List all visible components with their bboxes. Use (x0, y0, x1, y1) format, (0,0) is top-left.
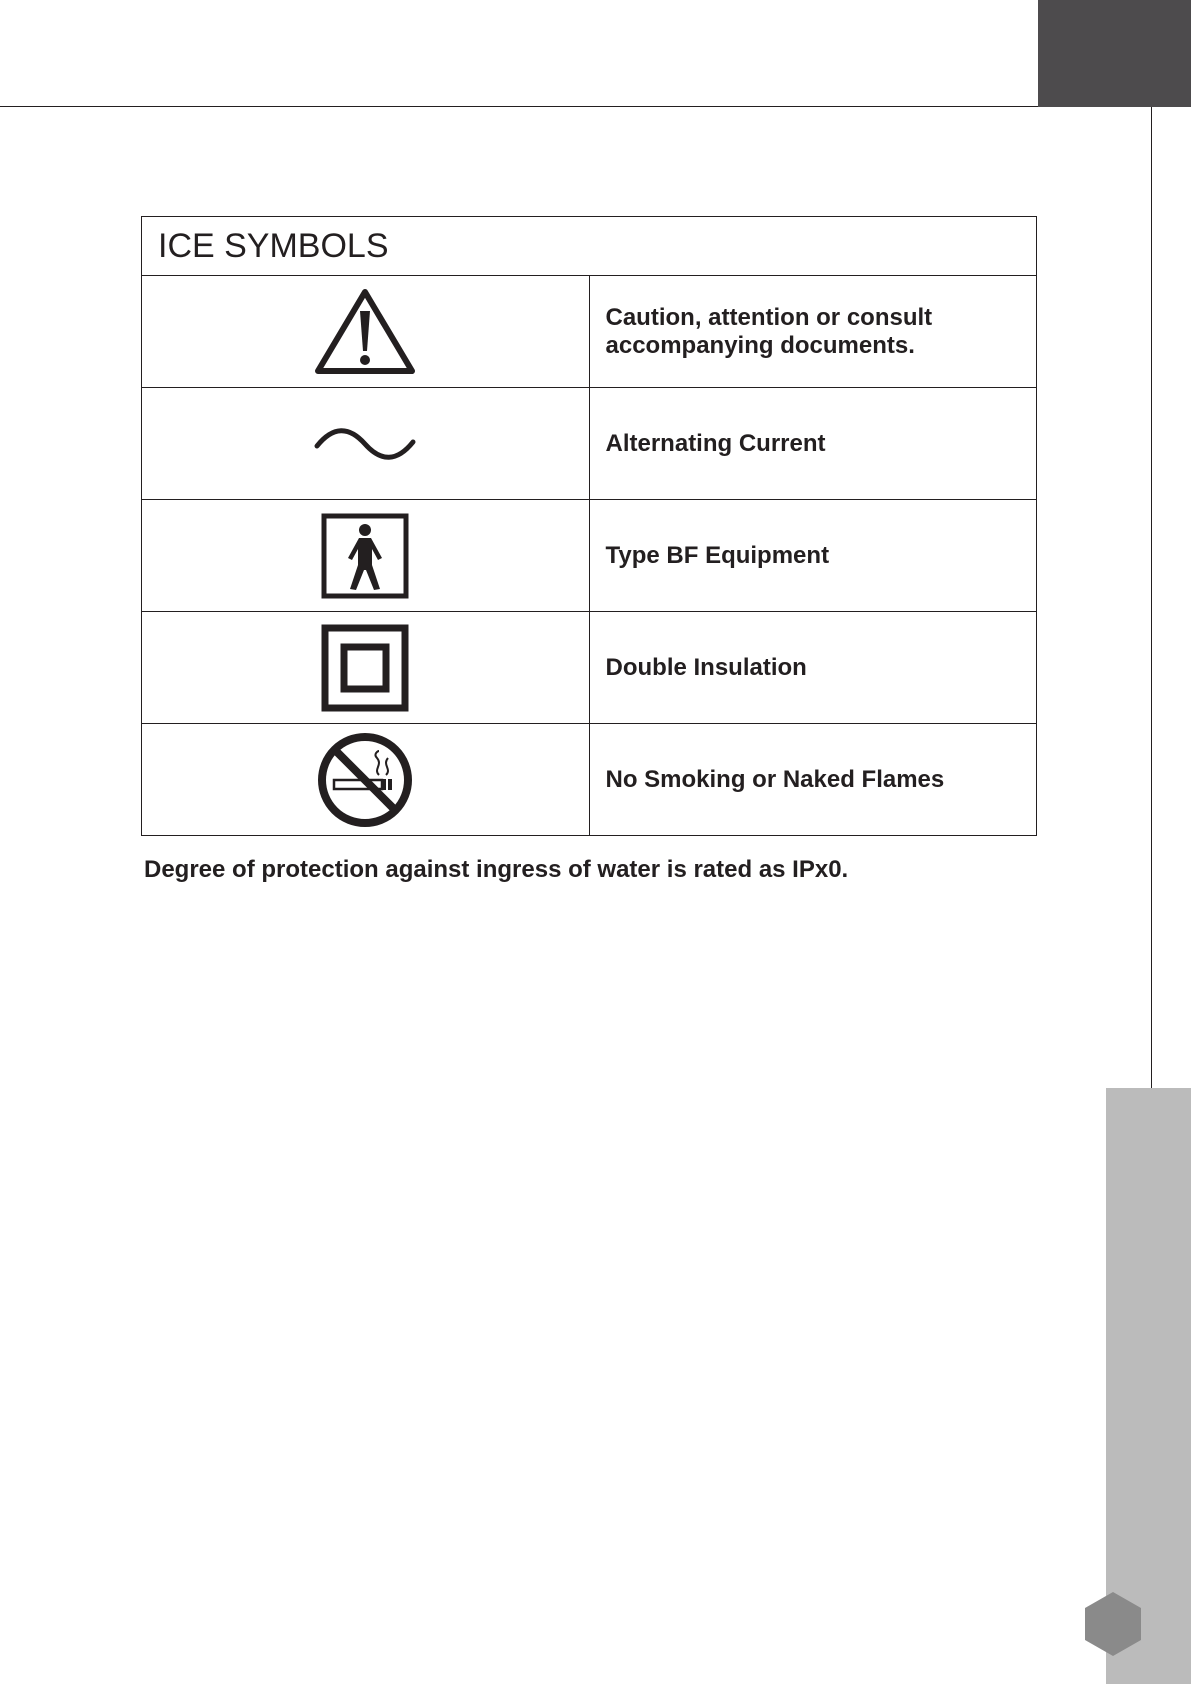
ice-symbols-table (141, 216, 1037, 836)
alternating-current-icon (313, 424, 417, 464)
icon-cell (142, 724, 590, 836)
table-row (142, 500, 1037, 612)
row-label: Double Insulation (589, 612, 1037, 724)
header-block (1038, 0, 1191, 107)
table-row (142, 388, 1037, 500)
icon-cell (142, 276, 590, 388)
row-label: Alternating Current (589, 388, 1037, 500)
double-insulation-icon (321, 624, 409, 712)
page-hexagon-icon (1083, 1591, 1143, 1657)
ip-rating-note: Degree of protection against ingress of water is rated as IPx0. (144, 856, 849, 883)
table-header-row (142, 217, 1037, 276)
table-row (142, 612, 1037, 724)
no-smoking-icon (316, 731, 414, 829)
icon-cell (142, 500, 590, 612)
type-bf-equipment-icon (320, 513, 410, 599)
row-label: Type BF Equipment (589, 500, 1037, 612)
table-row (142, 276, 1037, 388)
icon-cell (142, 612, 590, 724)
icon-cell (142, 388, 590, 500)
table-title: ICE SYMBOLS (142, 217, 1037, 276)
table-row (142, 724, 1037, 836)
row-label: No Smoking or Naked Flames (589, 724, 1037, 836)
header-rule (0, 106, 1038, 107)
side-rule (1151, 107, 1152, 1088)
page-hexagon-shape (1085, 1592, 1141, 1656)
row-label: Caution, attention or consult accompanying documents. (589, 276, 1037, 388)
warning-triangle-icon (313, 287, 417, 377)
